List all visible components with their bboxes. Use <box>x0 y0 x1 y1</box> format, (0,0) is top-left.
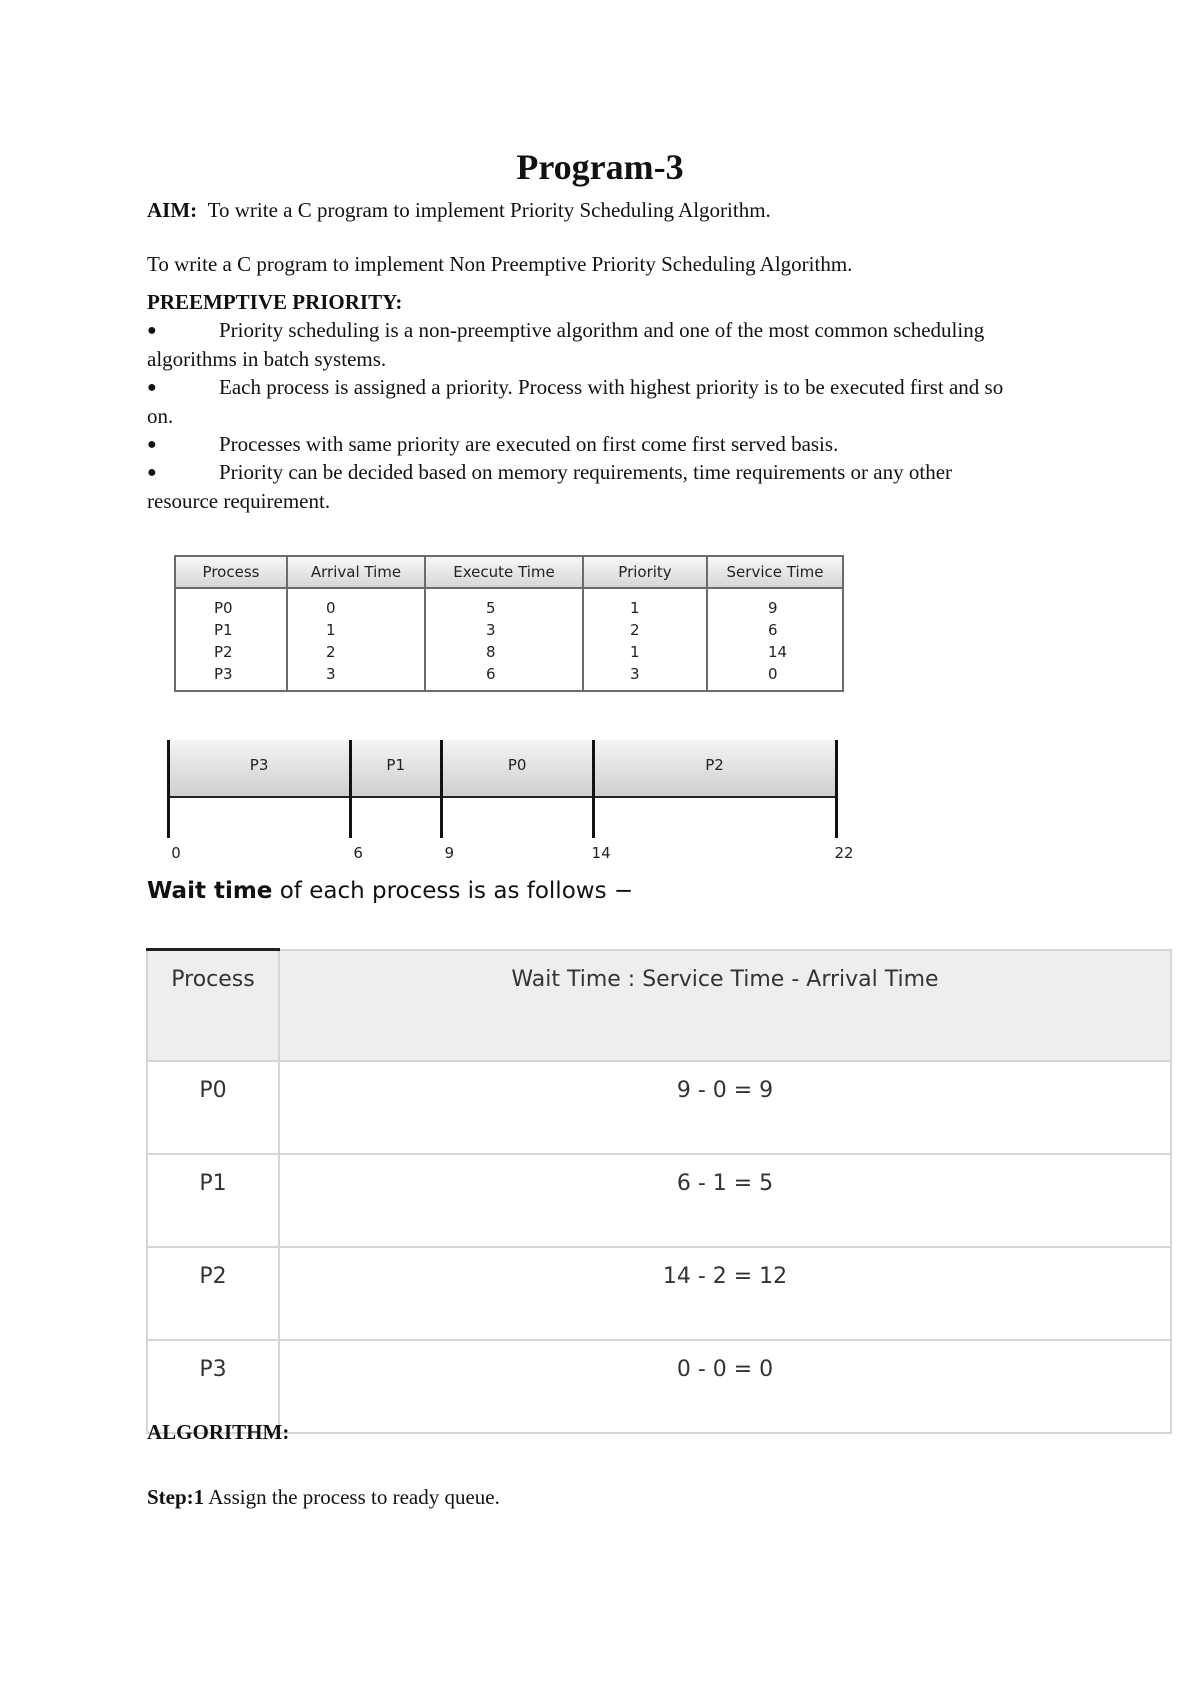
priority-cell: 1 <box>630 643 640 661</box>
bullet-text: Priority can be decided based on memory requirements, time requirements or any other resource requirement. <box>147 460 953 513</box>
wait-process-cell: P2 <box>147 1247 279 1340</box>
wait-calc-cell: 6 - 1 = 5 <box>279 1154 1171 1247</box>
bullet-icon: ● <box>147 464 157 481</box>
step-label: Step:1 <box>147 1485 205 1509</box>
wait-time-rest: of each process is as follows − <box>272 878 634 904</box>
table-row <box>147 1340 1171 1433</box>
bullet-item <box>147 430 1027 459</box>
header-process: Process <box>175 556 287 588</box>
gantt-segment-p3: P3 <box>168 740 350 798</box>
service-cell: 9 <box>768 599 778 617</box>
gantt-segment-p2: P2 <box>593 740 836 798</box>
gantt-tick-label: 6 <box>353 844 363 862</box>
wait-header-formula-text: Wait Time : Service Time - Arrival Time <box>511 966 939 992</box>
gantt-tick-label: 9 <box>444 844 455 862</box>
process-table <box>174 555 844 692</box>
gantt-segment-p1: P1 <box>350 740 441 798</box>
non-preemptive-line: To write a C program to implement Non Preemptive Priority Scheduling Algorithm. <box>147 252 853 276</box>
priority-cell: 2 <box>630 621 640 639</box>
algorithm-heading: ALGORITHM: <box>147 1420 290 1444</box>
table-row <box>147 1061 1171 1154</box>
gantt-tick <box>349 740 352 838</box>
aim-text: To write a C program to implement Priority Scheduling Algorithm. <box>207 198 771 222</box>
wait-calc-cell: 0 - 0 = 0 <box>279 1340 1171 1433</box>
header-priority: Priority <box>583 556 707 588</box>
priority-column <box>583 588 707 691</box>
service-cell: 6 <box>768 621 778 639</box>
process-cell: P3 <box>214 665 233 683</box>
arrival-cell: 1 <box>326 621 336 639</box>
gantt-segment-p0: P0 <box>441 740 593 798</box>
aim-line <box>147 198 771 223</box>
priority-cell: 3 <box>630 665 640 683</box>
gantt-tick <box>592 740 595 838</box>
page-title: Program-3 <box>516 147 684 187</box>
service-cell: 0 <box>768 665 778 683</box>
bullet-text: Priority scheduling is a non-preemptive algorithm and one of the most common scheduling algorithms in batch systems. <box>147 318 985 371</box>
wait-calc-cell: 14 - 2 = 12 <box>279 1247 1171 1340</box>
wait-time-table <box>146 948 1172 1434</box>
gantt-tick <box>167 740 170 838</box>
wait-process-cell: P1 <box>147 1154 279 1247</box>
table-row <box>147 1154 1171 1247</box>
wait-header-formula <box>279 950 1171 1062</box>
execute-column <box>425 588 583 691</box>
bullet-text: Each process is assigned a priority. Process with highest priority is to be executed first and so on. <box>147 375 1004 428</box>
gantt-tick <box>440 740 443 838</box>
gantt-tick <box>835 740 838 838</box>
wait-time-bold: Wait time <box>147 878 273 904</box>
header-arrival-time: Arrival Time <box>287 556 425 588</box>
bullet-item <box>147 316 1027 373</box>
process-cell: P2 <box>214 643 233 661</box>
process-column <box>175 588 287 691</box>
wait-process-cell: P3 <box>147 1340 279 1433</box>
bullet-icon: ● <box>147 436 157 453</box>
wait-header-process: Process <box>147 950 279 1062</box>
service-column <box>707 588 843 691</box>
bullet-icon: ● <box>147 322 157 339</box>
execute-cell: 8 <box>486 643 496 661</box>
bullet-item <box>147 373 1027 430</box>
arrival-cell: 0 <box>326 599 336 617</box>
aim-label: AIM: <box>147 198 198 222</box>
arrival-cell: 3 <box>326 665 336 683</box>
process-cell: P0 <box>214 599 233 617</box>
execute-cell: 5 <box>486 599 496 617</box>
gantt-tick-label: 14 <box>591 844 611 862</box>
wait-process-cell: P0 <box>147 1061 279 1154</box>
section-heading: PREEMPTIVE PRIORITY: <box>147 290 403 314</box>
algorithm-step-1 <box>147 1485 500 1510</box>
wait-time-intro <box>147 878 633 904</box>
bullet-text: Processes with same priority are executed on first come first served basis. <box>219 432 839 456</box>
execute-cell: 6 <box>486 665 496 683</box>
execute-cell: 3 <box>486 621 496 639</box>
table-row <box>147 1247 1171 1340</box>
gantt-tick-label: 0 <box>171 844 181 862</box>
header-execute-time: Execute Time <box>425 556 583 588</box>
gantt-tick-label: 22 <box>834 844 854 862</box>
priority-cell: 1 <box>630 599 640 617</box>
service-cell: 14 <box>768 643 788 661</box>
header-service-time: Service Time <box>707 556 843 588</box>
step-text: Assign the process to ready queue. <box>204 1485 500 1509</box>
gantt-chart <box>168 740 868 870</box>
wait-calc-cell: 9 - 0 = 9 <box>279 1061 1171 1154</box>
bullet-item <box>147 458 1027 515</box>
arrival-column <box>287 588 425 691</box>
process-cell: P1 <box>214 621 233 639</box>
arrival-cell: 2 <box>326 643 336 661</box>
bullet-icon: ● <box>147 379 157 396</box>
